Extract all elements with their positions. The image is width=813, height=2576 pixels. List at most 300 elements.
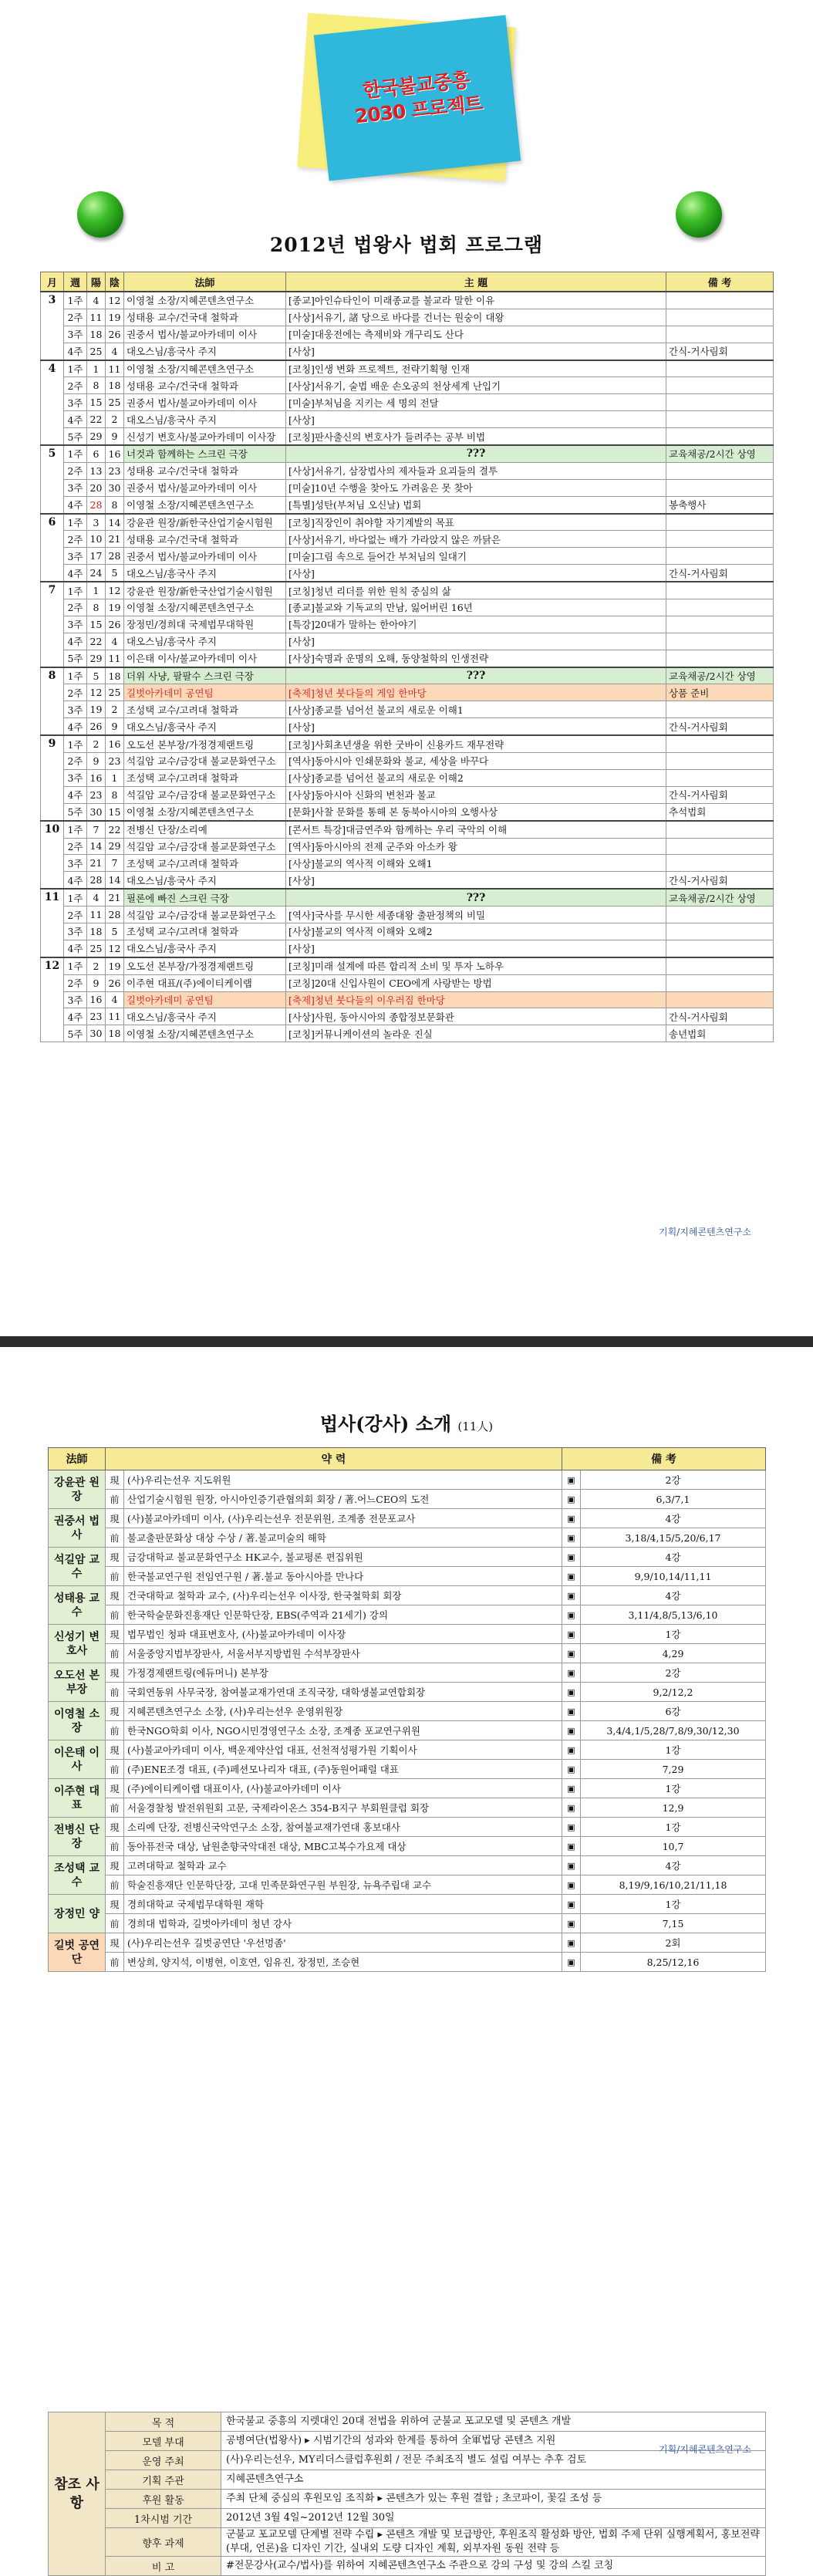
topic-cell: [종교]불교와 기독교의 만남, 잃어버린 16년	[286, 599, 666, 616]
topic-cell: [역사]동아시아의 전제 군주와 아소카 왕	[286, 838, 666, 855]
career-text: 변상희, 양지석, 이병현, 이호연, 임유진, 장정민, 조승현	[124, 1953, 562, 1972]
info-value: 주최 단체 중심의 후원모임 조직화 ▸ 콘텐츠가 있는 후원 결합 ; 초코파이, 꽃길 조성 등	[221, 2490, 766, 2509]
week-cell: 1주	[64, 514, 87, 531]
lecturer-cell: 대오스님/흥국사 주지	[124, 940, 286, 957]
day-cell: 28	[87, 872, 106, 889]
topic-cell: [사상]	[286, 940, 666, 957]
career-tag: 前	[106, 1644, 124, 1663]
topic-cell: ???	[286, 667, 666, 684]
week-cell: 4주	[64, 718, 87, 735]
lunar-cell: 4	[106, 343, 124, 360]
lecture-dates: 4강	[581, 1856, 766, 1875]
day-cell: 22	[87, 633, 106, 650]
career-tag: 現	[106, 1895, 124, 1914]
day-cell: 23	[87, 786, 106, 803]
day-cell: 30	[87, 1025, 106, 1042]
career-text: 서울중앙지법부장판사, 서울서부지방법원 수석부장판사	[124, 1644, 562, 1663]
schedule-row	[41, 991, 774, 1008]
career-tag: 前	[106, 1490, 124, 1509]
day-cell: 18	[87, 923, 106, 940]
month-cell: 11	[41, 889, 64, 957]
month-cell: 5	[41, 445, 64, 514]
topic-cell: [종교]아인슈타인이 미래종교를 불교라 말한 이유	[286, 292, 666, 309]
header-solar: 陽	[87, 272, 106, 292]
bio-row	[49, 1740, 766, 1760]
career-tag: 前	[106, 1875, 124, 1895]
lunar-cell: 15	[106, 803, 124, 820]
lunar-cell: 25	[106, 394, 124, 411]
lecturer-name: 길벗 공연단	[49, 1933, 106, 1972]
lunar-cell: 18	[106, 667, 124, 684]
lunar-cell: 4	[106, 991, 124, 1008]
topic-cell: [사상]서유기, 삼장법사의 제자들과 요괴들의 결투	[286, 462, 666, 479]
lecturer-cell: 너것과 함께하는 스크린 극장	[124, 445, 286, 462]
day-cell: 5	[87, 667, 106, 684]
info-row	[49, 2528, 766, 2557]
note-cell	[666, 360, 774, 377]
career-text: (사)우리는선우 길벗공연단 '우선멍좀'	[124, 1933, 562, 1953]
topic-cell: [역사]국사를 무시한 세종대왕 출판정책의 비밀	[286, 906, 666, 923]
week-cell: 3주	[64, 479, 87, 496]
topic-cell: [사상]	[286, 633, 666, 650]
day-cell: 22	[87, 411, 106, 428]
lecturer-cell: 대오스님/흥국사 주지	[124, 343, 286, 360]
week-cell: 3주	[64, 923, 87, 940]
lunar-cell: 19	[106, 599, 124, 616]
career-tag: 前	[106, 1683, 124, 1702]
bio-header-career: 약 력	[106, 1448, 562, 1470]
week-cell: 4주	[64, 786, 87, 803]
credit-text: 기획/지혜콘텐츠연구소	[659, 2444, 751, 2455]
info-value: 지혜콘텐츠연구소	[221, 2470, 766, 2490]
topic-cell: ???	[286, 889, 666, 906]
lecture-dates: 7,15	[581, 1914, 766, 1933]
lecture-dates: 12,9	[581, 1798, 766, 1818]
career-tag: 現	[106, 1818, 124, 1837]
lecture-dates: 3,11/4,8/5,13/6,10	[581, 1605, 766, 1625]
schedule-row	[41, 548, 774, 565]
topic-cell: [코칭]직장인이 취야할 자기계발의 목표	[286, 514, 666, 531]
lecturer-cell: 권중서 법사/불교아카데미 이사	[124, 479, 286, 496]
lunar-cell: 1	[106, 769, 124, 786]
bio-row	[49, 1702, 766, 1721]
checkbox-icon: ▣	[562, 1702, 581, 1721]
day-cell: 8	[87, 599, 106, 616]
week-cell: 1주	[64, 360, 87, 377]
day-cell: 29	[87, 428, 106, 445]
bio-row	[49, 1760, 766, 1779]
schedule-row	[41, 514, 774, 531]
career-text: 국회연동위 사무국장, 참여불교재가연대 조직국장, 대학생불교연합회장	[124, 1683, 562, 1702]
note-cell	[666, 633, 774, 650]
lecture-dates: 1강	[581, 1818, 766, 1837]
topic-cell: [문화]사찰 문화를 통해 본 동북아시아의 오행사상	[286, 803, 666, 820]
lecturer-name: 석길암 교수	[49, 1548, 106, 1586]
career-text: 고려대학교 철학과 교수	[124, 1856, 562, 1875]
lecture-dates: 6,3/7,1	[581, 1490, 766, 1509]
note-cell: 간식-거사림회	[666, 872, 774, 889]
lecturer-cell: 대오스님/흥국사 주지	[124, 411, 286, 428]
week-cell: 2주	[64, 906, 87, 923]
week-cell: 4주	[64, 872, 87, 889]
note-cell	[666, 991, 774, 1008]
bio-row	[49, 1470, 766, 1490]
lecture-dates: 6강	[581, 1702, 766, 1721]
career-text: 한국NGO학회 이사, NGO시민경영연구소 소장, 조계종 포교연구위원	[124, 1721, 562, 1740]
bio-row	[49, 1895, 766, 1914]
header-month: 月	[41, 272, 64, 292]
career-tag: 前	[106, 1953, 124, 1972]
career-text: 불교출판문화상 대상 수상 / 著.불교미술의 해학	[124, 1528, 562, 1548]
lecture-dates: 4강	[581, 1509, 766, 1528]
week-cell: 3주	[64, 769, 87, 786]
header-note: 備 考	[666, 272, 774, 292]
topic-cell: [역사]동아시아 인쇄문화와 불교, 세상을 바꾸다	[286, 753, 666, 770]
week-cell: 2주	[64, 599, 87, 616]
career-text: (사)불교아카데미 이사, (사)우리는선우 전문위원, 조계종 전문포교사	[124, 1509, 562, 1528]
schedule-row	[41, 582, 774, 599]
info-label: 후원 활동	[106, 2490, 221, 2509]
info-row	[49, 2509, 766, 2528]
topic-cell: [축제]청년 붓다들의 게임 한마당	[286, 684, 666, 701]
lecturer-cell: 조성택 교수/고려대 철학과	[124, 769, 286, 786]
lunar-cell: 26	[106, 326, 124, 343]
day-cell: 3	[87, 514, 106, 531]
day-cell: 16	[87, 991, 106, 1008]
week-cell: 1주	[64, 292, 87, 309]
lunar-cell: 7	[106, 855, 124, 872]
career-tag: 現	[106, 1625, 124, 1644]
topic-cell: [코칭]미래 설계에 따른 합리적 소비 및 투자 노하우	[286, 957, 666, 974]
info-value: #전문강사(교수/법사)를 위하여 지혜콘텐츠연구소 주관으로 강의 구성 및 강의 스킬 코칭	[221, 2557, 766, 2576]
lecturer-cell: 신성기 변호사/불교아카데미 이사장	[124, 428, 286, 445]
bio-row	[49, 1856, 766, 1875]
schedule-row	[41, 821, 774, 838]
week-cell: 5주	[64, 803, 87, 820]
career-text: 지혜콘텐츠연구소 소장, (사)우리는선우 운영위원장	[124, 1702, 562, 1721]
topic-cell: [사상]	[286, 343, 666, 360]
note-cell	[666, 309, 774, 326]
lunar-cell: 21	[106, 889, 124, 906]
lunar-cell: 26	[106, 974, 124, 991]
schedule-row	[41, 872, 774, 889]
career-tag: 前	[106, 1837, 124, 1856]
week-cell: 1주	[64, 889, 87, 906]
career-tag: 前	[106, 1567, 124, 1586]
bio-header-lecturer: 法師	[49, 1448, 106, 1470]
week-cell: 1주	[64, 445, 87, 462]
lecturer-cell: 이주현 대표/(주)에이티케이랩	[124, 974, 286, 991]
topic-cell: [코칭]인생 변화 프로젝트, 전략기획형 인재	[286, 360, 666, 377]
lecturer-cell: 오도선 본부장/가정경제랜트링	[124, 957, 286, 974]
career-text: 경희대 법학과, 길벗아카데미 청년 강사	[124, 1914, 562, 1933]
note-cell	[666, 923, 774, 940]
topic-cell: [사상]동아시아 신화의 변천과 불교	[286, 786, 666, 803]
schedule-row	[41, 684, 774, 701]
career-tag: 前	[106, 1914, 124, 1933]
lecture-dates: 2회	[581, 1933, 766, 1953]
day-cell: 12	[87, 684, 106, 701]
lunar-cell: 16	[106, 445, 124, 462]
topic-cell: [사상]	[286, 718, 666, 735]
bio-row	[49, 1779, 766, 1798]
schedule-table	[40, 272, 774, 1042]
info-row	[49, 2470, 766, 2490]
note-cell	[666, 548, 774, 565]
career-text: (사)우리는선우 지도위원	[124, 1470, 562, 1490]
note-cell: 간식-거사림회	[666, 786, 774, 803]
career-text: (주)에이티케이랩 대표이사, (사)불교아카데미 이사	[124, 1779, 562, 1798]
note-cell	[666, 326, 774, 343]
note-cell: 추석법회	[666, 803, 774, 820]
lecturer-cell: 이영철 소장/지혜콘텐츠연구소	[124, 1025, 286, 1042]
topic-cell: [미술]10년 수행을 찾아도 가려움은 못 찾아	[286, 479, 666, 496]
topic-cell: [사상]	[286, 872, 666, 889]
lecturer-cell: 대오스님/흥국사 주지	[124, 718, 286, 735]
note-cell	[666, 616, 774, 633]
lecturer-cell: 이영철 소장/지혜콘텐츠연구소	[124, 292, 286, 309]
checkbox-icon: ▣	[562, 1856, 581, 1875]
week-cell: 4주	[64, 1008, 87, 1025]
checkbox-icon: ▣	[562, 1470, 581, 1490]
bio-title-text: 법사(강사) 소개	[319, 1413, 451, 1435]
checkbox-icon: ▣	[562, 1625, 581, 1644]
career-tag: 現	[106, 1702, 124, 1721]
lecturer-cell: 조성택 교수/고려대 철학과	[124, 701, 286, 718]
week-cell: 2주	[64, 974, 87, 991]
note-cell	[666, 462, 774, 479]
day-cell: 9	[87, 753, 106, 770]
checkbox-icon: ▣	[562, 1818, 581, 1837]
info-label: 모델 부대	[106, 2432, 221, 2451]
day-cell: 11	[87, 309, 106, 326]
checkbox-icon: ▣	[562, 1779, 581, 1798]
checkbox-icon: ▣	[562, 1605, 581, 1625]
lecturer-cell: 석길암 교수/금강대 불교문화연구소	[124, 786, 286, 803]
topic-cell: [사상]종교를 넘어선 불교의 새로운 이해1	[286, 701, 666, 718]
schedule-row	[41, 974, 774, 991]
lecturer-page	[0, 1347, 813, 2574]
schedule-row	[41, 667, 774, 684]
checkbox-icon: ▣	[562, 1933, 581, 1953]
schedule-title: 2012년 법왕사 법회 프로그램	[269, 234, 544, 256]
career-text: 산업기술시험원 원장, 아시아인증기관협의회 회장 / 著.어느CEO의 도전	[124, 1490, 562, 1509]
lecture-dates: 8,19/9,16/10,21/11,18	[581, 1875, 766, 1895]
lecture-dates: 4강	[581, 1586, 766, 1605]
topic-cell: [미술]그림 속으로 들어간 부처님의 일대기	[286, 548, 666, 565]
note-cell: 교육채공/2시간 상영	[666, 889, 774, 906]
week-cell: 4주	[64, 411, 87, 428]
lecture-dates: 7,29	[581, 1760, 766, 1779]
lecturer-cell: 성태용 교수/건국대 철학과	[124, 531, 286, 548]
day-cell: 7	[87, 821, 106, 838]
schedule-row	[41, 445, 774, 462]
day-cell: 23	[87, 1008, 106, 1025]
lunar-cell: 28	[106, 548, 124, 565]
lecture-dates: 1강	[581, 1779, 766, 1798]
day-cell: 4	[87, 889, 106, 906]
topic-cell: [미술]대웅전에는 측제비와 개구리도 산다	[286, 326, 666, 343]
schedule-row	[41, 940, 774, 957]
note-cell: 간식-거사림회	[666, 1008, 774, 1025]
checkbox-icon: ▣	[562, 1721, 581, 1740]
note-cell: 봉축행사	[666, 496, 774, 513]
week-cell: 4주	[64, 565, 87, 582]
day-cell: 6	[87, 445, 106, 462]
week-cell: 3주	[64, 991, 87, 1008]
day-cell: 25	[87, 940, 106, 957]
lunar-cell: 18	[106, 377, 124, 394]
info-value: 한국불교 중흥의 지렛대인 20대 전법을 위하여 군불교 포교모델 및 콘텐츠 개발	[221, 2412, 766, 2432]
schedule-row	[41, 889, 774, 906]
career-tag: 現	[106, 1740, 124, 1760]
day-cell: 9	[87, 974, 106, 991]
week-cell: 4주	[64, 633, 87, 650]
week-cell: 2주	[64, 462, 87, 479]
month-cell: 3	[41, 292, 64, 360]
schedule-row	[41, 803, 774, 820]
month-cell: 9	[41, 735, 64, 820]
header-week: 週	[64, 272, 87, 292]
week-cell: 5주	[64, 650, 87, 667]
lunar-cell: 11	[106, 360, 124, 377]
day-cell: 16	[87, 769, 106, 786]
schedule-row	[41, 428, 774, 445]
day-cell: 1	[87, 582, 106, 599]
bio-row	[49, 1914, 766, 1933]
info-row	[49, 2557, 766, 2576]
lecture-dates: 8,25/12,16	[581, 1953, 766, 1972]
lunar-cell: 11	[106, 650, 124, 667]
day-cell: 19	[87, 701, 106, 718]
topic-cell: [코칭]판사출신의 변호사가 들려주는 공부 비법	[286, 428, 666, 445]
lecturer-cell: 더위 사냥, 팔팔수 스크린 극장	[124, 667, 286, 684]
note-cell	[666, 394, 774, 411]
lunar-cell: 22	[106, 821, 124, 838]
note-cell: 간식-거사림회	[666, 718, 774, 735]
info-value: 2012년 3월 4일~2012년 12월 30일	[221, 2509, 766, 2528]
lunar-cell: 12	[106, 940, 124, 957]
note-cell: 간식-거사림회	[666, 565, 774, 582]
banner-line-1: 한국불교중흥	[361, 68, 471, 103]
lunar-cell: 12	[106, 582, 124, 599]
career-text: 한국학술문화진흥재단 인문학단장, EBS(주역과 21세기) 강의	[124, 1605, 562, 1625]
schedule-row	[41, 957, 774, 974]
header-topic: 主 題	[286, 272, 666, 292]
checkbox-icon: ▣	[562, 1798, 581, 1818]
note-cell	[666, 582, 774, 599]
lecturer-cell: 권중서 법사/불교아카데미 이사	[124, 394, 286, 411]
month-cell: 4	[41, 360, 64, 445]
note-cell	[666, 701, 774, 718]
lunar-cell: 4	[106, 633, 124, 650]
career-tag: 現	[106, 1586, 124, 1605]
note-cell: 상품 준비	[666, 684, 774, 701]
topic-cell: [특강]20대가 말하는 한아야기	[286, 616, 666, 633]
bio-row	[49, 1933, 766, 1953]
bio-row	[49, 1548, 766, 1567]
day-cell: 14	[87, 838, 106, 855]
career-text: 가정경제랜트링(에듀머니) 본부장	[124, 1663, 562, 1683]
info-row	[49, 2451, 766, 2470]
career-text: 동아퓨전국 대상, 남원춘향국악대전 대상, MBC고복수가요제 대상	[124, 1837, 562, 1856]
lunar-cell: 9	[106, 718, 124, 735]
lunar-cell: 19	[106, 957, 124, 974]
week-cell: 3주	[64, 701, 87, 718]
lecturer-cell: 전병신 단장/소리예	[124, 821, 286, 838]
day-cell: 24	[87, 565, 106, 582]
checkbox-icon: ▣	[562, 1490, 581, 1509]
topic-cell: [사상]서유기, 바다없는 배가 가라앉지 않은 까닭은	[286, 531, 666, 548]
lecturer-cell: 조성택 교수/고려대 철학과	[124, 855, 286, 872]
career-tag: 前	[106, 1721, 124, 1740]
day-cell: 25	[87, 343, 106, 360]
bio-header-row	[49, 1448, 766, 1470]
week-cell: 4주	[64, 940, 87, 957]
schedule-row	[41, 565, 774, 582]
week-cell: 2주	[64, 531, 87, 548]
month-cell: 6	[41, 514, 64, 582]
lecturer-cell: 성태용 교수/건국대 철학과	[124, 309, 286, 326]
info-label: 기획 주관	[106, 2470, 221, 2490]
week-cell: 1주	[64, 582, 87, 599]
career-text: (사)불교아카데미 이사, 백운제약산업 대표, 선천적성평가원 기획이사	[124, 1740, 562, 1760]
schedule-row	[41, 411, 774, 428]
lecturer-cell: 필론에 빠진 스크린 극장	[124, 889, 286, 906]
checkbox-icon: ▣	[562, 1837, 581, 1856]
lecture-dates: 2강	[581, 1663, 766, 1683]
checkbox-icon: ▣	[562, 1509, 581, 1528]
note-cell	[666, 838, 774, 855]
lecture-dates: 1강	[581, 1625, 766, 1644]
bio-row	[49, 1818, 766, 1837]
lunar-cell: 21	[106, 531, 124, 548]
lecturer-cell: 대오스님/흥국사 주지	[124, 633, 286, 650]
info-label: 목 적	[106, 2412, 221, 2432]
checkbox-icon: ▣	[562, 1914, 581, 1933]
career-tag: 現	[106, 1779, 124, 1798]
career-text: 법무법인 청파 대표변호사, (사)불교아카데미 이사장	[124, 1625, 562, 1644]
note-cell	[666, 855, 774, 872]
lecture-dates: 10,7	[581, 1837, 766, 1856]
lunar-cell: 18	[106, 1025, 124, 1042]
lunar-cell: 2	[106, 411, 124, 428]
schedule-row	[41, 735, 774, 752]
note-cell	[666, 753, 774, 770]
schedule-header-row	[41, 272, 774, 292]
month-cell: 10	[41, 821, 64, 890]
day-cell: 2	[87, 735, 106, 752]
lunar-cell: 16	[106, 735, 124, 752]
lunar-cell: 11	[106, 1008, 124, 1025]
lecturer-cell: 길벗아카데미 공연팀	[124, 684, 286, 701]
lecture-dates: 1강	[581, 1740, 766, 1760]
lunar-cell: 23	[106, 753, 124, 770]
checkbox-icon: ▣	[562, 1953, 581, 1972]
lunar-cell: 28	[106, 906, 124, 923]
note-cell	[666, 650, 774, 667]
note-cell	[666, 479, 774, 496]
info-value: 군불교 포교모델 단계별 전략 수립 ▸ 콘텐츠 개발 및 보급방안, 후원조직 활성화 방안, 법회 주제 단위 실행계획서, 홍보전략(부대, 언론)을 디자인 기간, 실내외 도량 디자인 계획, 외부자원 동원 전략 등	[221, 2528, 766, 2557]
topic-cell: [코칭]20대 신입사원이 CEO에게 사랑받는 방법	[286, 974, 666, 991]
lunar-cell: 8	[106, 786, 124, 803]
topic-cell: [콘서트 특강]대금연주와 함께하는 우리 국악의 이해	[286, 821, 666, 838]
bio-row	[49, 1528, 766, 1548]
month-cell: 8	[41, 667, 64, 736]
note-cell: 간식-거사림회	[666, 343, 774, 360]
sticky-note-banner	[314, 15, 521, 181]
career-tag: 現	[106, 1509, 124, 1528]
